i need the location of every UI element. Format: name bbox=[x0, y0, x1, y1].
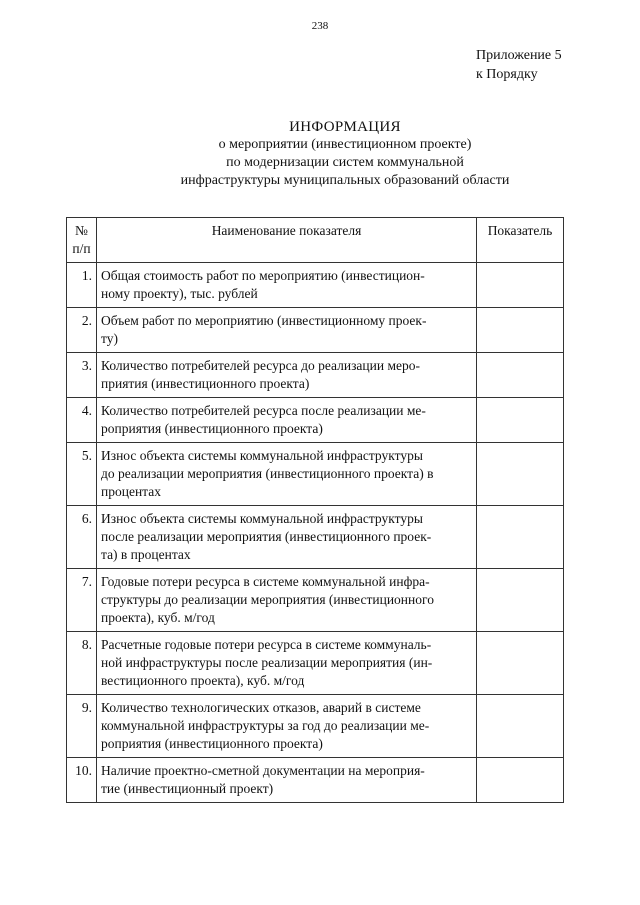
document-title bbox=[0, 118, 640, 190]
indicator-name-line: процентах bbox=[101, 484, 161, 499]
indicator-name bbox=[97, 632, 477, 695]
indicator-name-line: та) в процентах bbox=[101, 547, 191, 562]
indicator-name bbox=[97, 308, 477, 353]
row-number: 3. bbox=[67, 353, 97, 398]
indicators-table bbox=[66, 217, 564, 803]
indicator-name-line: ту) bbox=[101, 331, 118, 346]
title-line-3: инфраструктуры муниципальных образований области bbox=[180, 173, 510, 188]
header-number-abbr: п/п bbox=[72, 241, 91, 256]
row-number: 2. bbox=[67, 308, 97, 353]
table-header-row bbox=[67, 218, 564, 263]
indicator-name-line: до реализации мероприятия (инвестиционного проекта) в bbox=[101, 466, 434, 481]
indicator-value bbox=[477, 569, 564, 632]
row-number: 7. bbox=[67, 569, 97, 632]
indicator-name-line: роприятия (инвестиционного проекта) bbox=[101, 421, 323, 436]
table-row bbox=[67, 263, 564, 308]
indicator-name-line: Общая стоимость работ по мероприятию (инвестицион- bbox=[101, 268, 425, 283]
indicator-name bbox=[97, 353, 477, 398]
indicator-name bbox=[97, 569, 477, 632]
indicator-name bbox=[97, 506, 477, 569]
indicator-name-line: роприятия (инвестиционного проекта) bbox=[101, 736, 323, 751]
indicator-name-line: Износ объекта системы коммунальной инфраструктуры bbox=[101, 511, 423, 526]
indicator-name-line: после реализации мероприятия (инвестиционного проек- bbox=[101, 529, 432, 544]
row-number: 8. bbox=[67, 632, 97, 695]
indicator-value bbox=[477, 695, 564, 758]
title-line-2: по модернизации систем коммунальной bbox=[226, 155, 464, 170]
indicator-name-line: Количество технологических отказов, аварий в системе bbox=[101, 700, 421, 715]
table-row bbox=[67, 695, 564, 758]
indicator-value bbox=[477, 758, 564, 803]
indicator-value bbox=[477, 263, 564, 308]
header-indicator-value: Показатель bbox=[477, 218, 564, 263]
row-number: 6. bbox=[67, 506, 97, 569]
indicator-name-line: Расчетные годовые потери ресурса в системе коммуналь- bbox=[101, 637, 432, 652]
indicator-value bbox=[477, 443, 564, 506]
page-number: 238 bbox=[311, 20, 329, 32]
indicator-name bbox=[97, 443, 477, 506]
header-indicator-name: Наименование показателя bbox=[97, 218, 477, 263]
table-row bbox=[67, 506, 564, 569]
indicator-name-line: структуры до реализации мероприятия (инвестиционного bbox=[101, 592, 434, 607]
indicator-name-line: Количество потребителей ресурса до реализации меро- bbox=[101, 358, 420, 373]
indicator-name-line: Объем работ по мероприятию (инвестиционному проек- bbox=[101, 313, 427, 328]
header-number bbox=[67, 218, 97, 263]
indicator-name bbox=[97, 758, 477, 803]
indicator-name bbox=[97, 398, 477, 443]
table-row bbox=[67, 758, 564, 803]
table-body bbox=[67, 263, 564, 803]
indicator-name-line: ной инфраструктуры после реализации мероприятия (ин- bbox=[101, 655, 433, 670]
indicator-name bbox=[97, 695, 477, 758]
table-row bbox=[67, 569, 564, 632]
indicator-name-line: приятия (инвестиционного проекта) bbox=[101, 376, 310, 391]
indicator-name-line: проекта), куб. м/год bbox=[101, 610, 215, 625]
table-row bbox=[67, 308, 564, 353]
indicator-value bbox=[477, 398, 564, 443]
row-number: 5. bbox=[67, 443, 97, 506]
indicator-name-line: коммунальной инфраструктуры за год до реализации ме- bbox=[101, 718, 430, 733]
row-number: 10. bbox=[67, 758, 97, 803]
indicator-name-line: вестиционного проекта), куб. м/год bbox=[101, 673, 305, 688]
row-number: 4. bbox=[67, 398, 97, 443]
title-line-1: о мероприятии (инвестиционном проекте) bbox=[218, 137, 472, 152]
indicator-value bbox=[477, 632, 564, 695]
appendix-line-2: к Порядку bbox=[476, 67, 538, 82]
indicator-name-line: Наличие проектно-сметной документации на мероприя- bbox=[101, 763, 425, 778]
indicator-value bbox=[477, 506, 564, 569]
indicator-name-line: Количество потребителей ресурса после реализации ме- bbox=[101, 403, 426, 418]
indicator-value bbox=[477, 353, 564, 398]
indicator-name-line: тие (инвестиционный проект) bbox=[101, 781, 274, 796]
appendix-line-1: Приложение 5 bbox=[476, 48, 562, 63]
table-row bbox=[67, 398, 564, 443]
row-number: 9. bbox=[67, 695, 97, 758]
header-number-symbol: № bbox=[75, 223, 88, 238]
indicator-name-line: Годовые потери ресурса в системе коммунальной инфра- bbox=[101, 574, 430, 589]
indicator-name bbox=[97, 263, 477, 308]
title-main: ИНФОРМАЦИЯ bbox=[289, 119, 401, 135]
table-row bbox=[67, 443, 564, 506]
appendix-reference bbox=[476, 46, 562, 84]
indicator-name-line: Износ объекта системы коммунальной инфраструктуры bbox=[101, 448, 423, 463]
table-row bbox=[67, 353, 564, 398]
row-number: 1. bbox=[67, 263, 97, 308]
indicator-name-line: ному проекту), тыс. рублей bbox=[101, 286, 258, 301]
indicator-value bbox=[477, 308, 564, 353]
table-row bbox=[67, 632, 564, 695]
